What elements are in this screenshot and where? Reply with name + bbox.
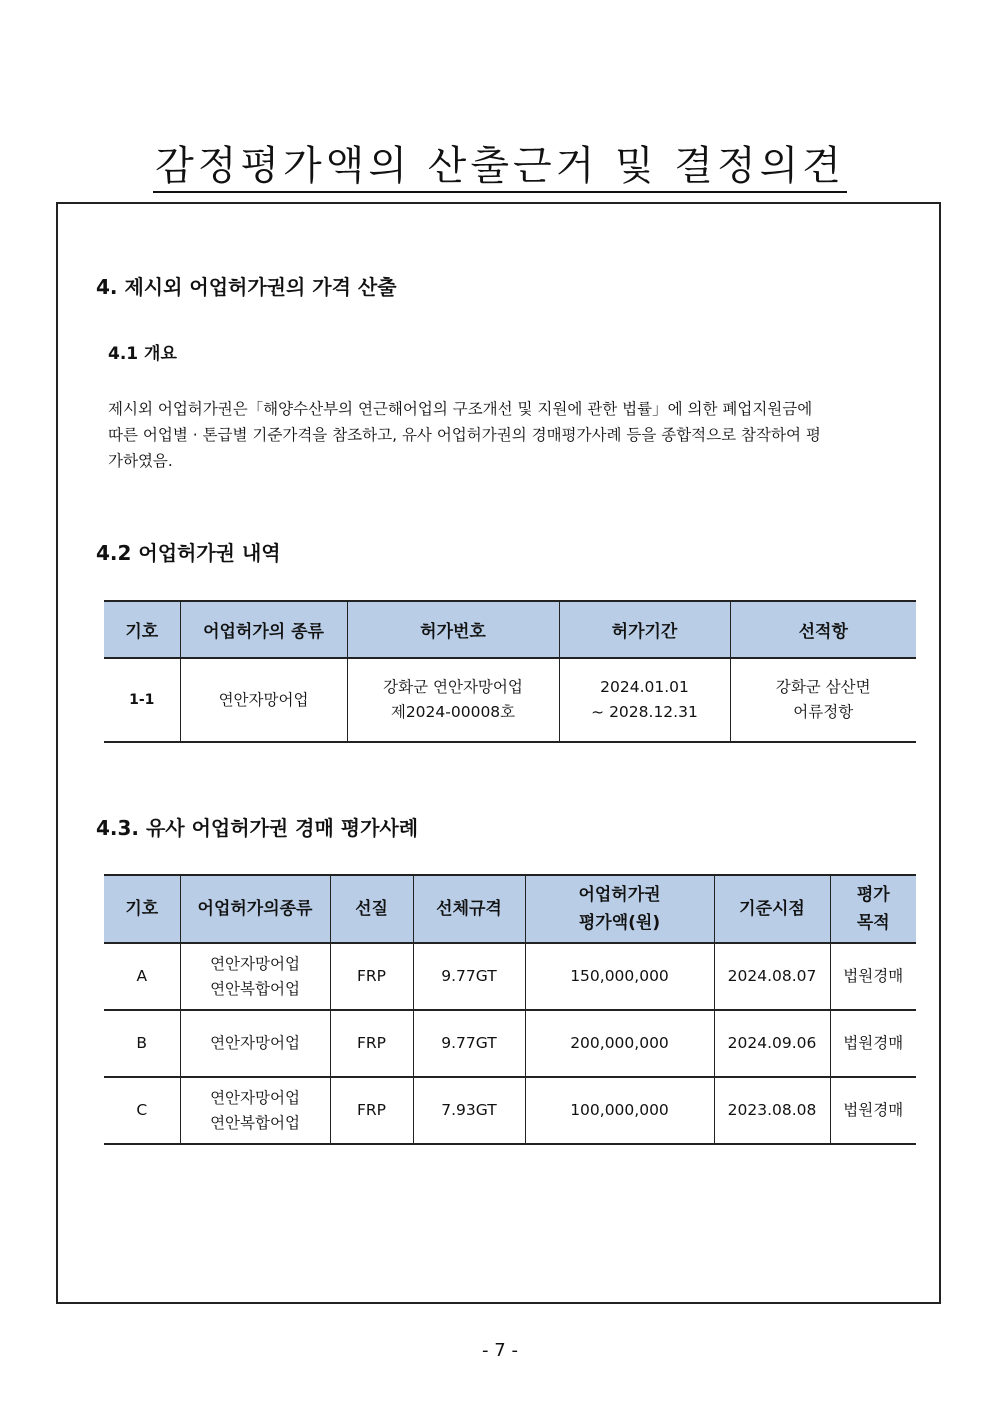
overview-heading: 4.1 개요 [108,344,177,364]
cell-material: FRP [330,943,413,1010]
period-line: ~ 2028.12.31 [591,703,698,721]
cell-material: FRP [330,1010,413,1077]
header-period: 허가기간 [559,601,730,658]
header-type: 어업허가의 종류 [180,601,347,658]
license-details-heading: 4.2 어업허가권 내역 [96,541,281,565]
header-code: 기호 [104,601,180,658]
page-title [0,134,1000,191]
cell-code: A [104,943,180,1010]
page-title-text: 감정평가액의 산출근거 및 결정의견 [153,143,847,193]
overview-text: 제시외 어업허가권은「해양수산부의 연근해어업의 구조개선 및 지원에 관한 법률」에 의한 폐업지원금에 따른 어업별 · 톤급별 기준가격을 참조하고, 유사 어업허가권의 경매평가사례 등을 종합적으로 참작하여 평 가하였음. [108,400,821,470]
header-purpose [830,875,916,943]
license-no-line: 강화군 연안자망어업 [383,678,523,696]
cell-port [730,658,916,742]
type-line: 연안복합어업 [210,1113,300,1132]
cell-value: 200,000,000 [525,1010,714,1077]
period-line: 2024.01.01 [600,678,689,696]
cell-value: 150,000,000 [525,943,714,1010]
table-row [104,658,916,742]
cell-code: C [104,1077,180,1144]
cell-size: 7.93GT [413,1077,525,1144]
cases-heading: 4.3. 유사 어업허가권 경매 평가사례 [96,816,419,840]
type-line: 연안자망어업 [210,1034,300,1052]
cell-code: B [104,1010,180,1077]
cases-table [104,874,916,1145]
type-line: 연안복합어업 [210,979,300,998]
cell-material: FRP [330,1077,413,1144]
cell-type [180,943,330,1010]
header-date: 기준시점 [714,875,830,943]
table-header-row [104,875,916,943]
header-code: 기호 [104,875,180,943]
header-purpose-line: 평가 [856,885,890,905]
cell-code: 1-1 [104,658,180,742]
header-type: 어업허가의종류 [180,875,330,943]
header-value [525,875,714,943]
section-heading: 4. 제시외 어업허가권의 가격 산출 [96,275,397,299]
cell-size: 9.77GT [413,1010,525,1077]
page-number: - 7 - [482,1340,518,1361]
table-header-row [104,601,916,658]
header-license-no: 허가번호 [347,601,559,658]
header-port: 선적항 [730,601,916,658]
cell-purpose: 법원경매 [830,1010,916,1077]
type-line: 연안자망어업 [210,1088,300,1107]
cell-license-no [347,658,559,742]
cell-date: 2024.09.06 [714,1010,830,1077]
cell-date: 2024.08.07 [714,943,830,1010]
cell-purpose: 법원경매 [830,943,916,1010]
port-line: 강화군 삼산면 [775,678,871,696]
cell-type: 연안자망어업 [180,658,347,742]
cell-type [180,1010,330,1077]
table-row [104,943,916,1010]
cell-size: 9.77GT [413,943,525,1010]
cell-date: 2023.08.08 [714,1077,830,1144]
port-line: 어류정항 [793,703,854,721]
cell-type [180,1077,330,1144]
header-value-line: 평가액(원) [578,913,661,933]
license-table [104,600,916,743]
table-row [104,1010,916,1077]
cell-period [559,658,730,742]
cell-value: 100,000,000 [525,1077,714,1144]
table-row [104,1077,916,1144]
cell-purpose: 법원경매 [830,1077,916,1144]
license-no-line: 제2024-00008호 [390,703,516,721]
header-value-line: 어업허가권 [578,885,661,905]
header-material: 선질 [330,875,413,943]
type-line: 연안자망어업 [210,954,300,973]
header-size: 선체규격 [413,875,525,943]
header-purpose-line: 목적 [856,913,890,933]
